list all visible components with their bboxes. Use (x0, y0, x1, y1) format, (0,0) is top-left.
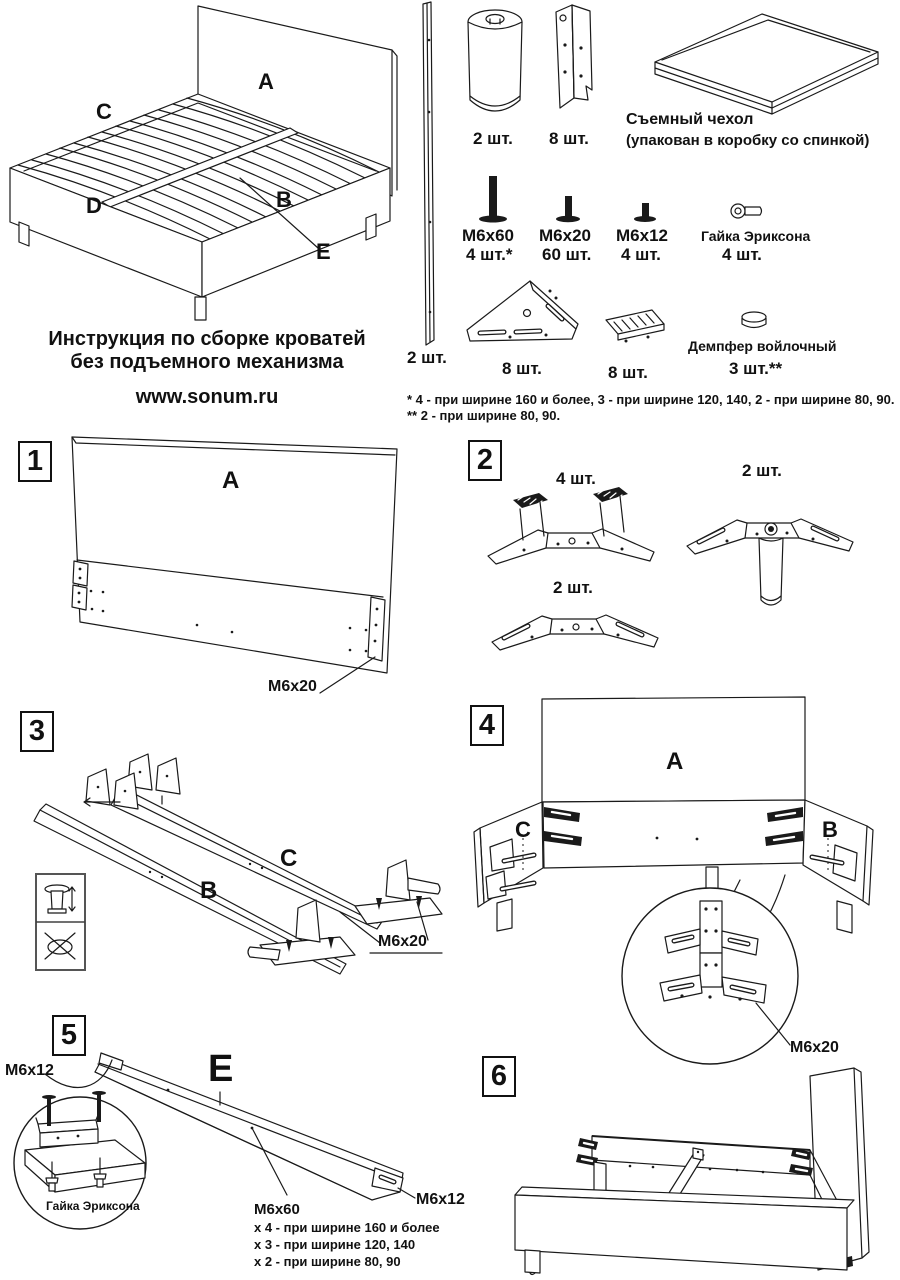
step2-qty-plate: 2 шт. (553, 578, 593, 597)
corner-bracket-icon (556, 5, 592, 108)
bolt-m6x20-icon (556, 196, 580, 222)
long-slat-icon (423, 2, 434, 345)
step2-plate-with-pads-icon (488, 487, 654, 564)
step5-note-1: x 4 - при ширине 160 и более (254, 1220, 440, 1235)
damper-name: Демпфер войлочный (688, 338, 837, 354)
step2-drawing (460, 432, 900, 700)
cover-note: (упакован в коробку со спинкой) (626, 132, 870, 149)
step5-number: 5 (52, 1015, 86, 1056)
bolt-m6x60-name: М6х60 (462, 226, 514, 245)
cover-name: Съемный чехол (626, 111, 754, 128)
step1-bolt-label: M6x20 (268, 678, 317, 695)
step1-label-a: A (222, 467, 240, 494)
parts-panel-drawing (400, 0, 900, 430)
erikson-nut-qty: 4 шт. (722, 245, 762, 264)
bolt-m6x20-name: М6х20 (539, 226, 591, 245)
slat-qty: 2 шт. (407, 348, 447, 367)
corner-bracket-qty: 8 шт. (549, 129, 589, 148)
step5-note-2: x 3 - при ширине 120, 140 (254, 1237, 416, 1252)
step6-front-panel-icon (515, 1187, 854, 1275)
leg-plate-qty: 8 шт. (502, 359, 542, 378)
footnote-2: ** 2 - при ширине 80, 90. (407, 408, 561, 423)
step3-label-c: C (280, 845, 298, 872)
step4-magnifier-circle (622, 888, 798, 1064)
step2-plate-icon (492, 615, 658, 650)
bolt-m6x12-qty: 4 шт. (621, 245, 661, 264)
cover-icon (655, 14, 878, 114)
step4-bolt-label: M6x20 (790, 1039, 839, 1056)
step5-nut-label: Гайка Эриксона (46, 1199, 140, 1213)
step2-number: 2 (468, 440, 502, 481)
bed-overview-drawing (0, 0, 412, 330)
damper-qty: 3 шт.** (729, 359, 783, 378)
step2-qty-pads: 4 шт. (556, 469, 596, 488)
step3-rail-c-icon (111, 754, 442, 929)
leg-qty: 2 шт. (473, 129, 513, 148)
doc-title-line2: без подъемного механизма (70, 351, 344, 373)
step1-number: 1 (18, 441, 52, 482)
step6-number: 6 (482, 1056, 516, 1097)
overview-label-b: B (276, 187, 292, 212)
bolt-m6x12-name: М6х12 (616, 226, 668, 245)
doc-title-line1: Инструкция по сборке кроватей (48, 328, 366, 350)
website: www.sonum.ru (135, 386, 279, 408)
step5-bolt-right-label: M6x12 (416, 1191, 465, 1208)
step6-drawing (460, 1060, 900, 1280)
step2-qty-leg: 2 шт. (742, 461, 782, 480)
step4-number: 4 (470, 705, 504, 746)
step3-inset-box (35, 873, 86, 971)
step5-note-3: x 2 - при ширине 80, 90 (254, 1254, 401, 1269)
pad-qty: 8 шт. (608, 363, 648, 382)
overview-label-c: C (96, 99, 112, 124)
bolt-m6x60-icon (479, 176, 507, 223)
bolt-m6x60-qty: 4 шт.* (466, 245, 513, 264)
step5-note-title: M6x60 (254, 1201, 300, 1218)
bolt-m6x12-icon (634, 203, 656, 222)
bolt-m6x20-qty: 60 шт. (542, 245, 592, 264)
footnote-1: * 4 - при ширине 160 и более, 3 - при ширине 120, 140, 2 - при ширине 80, 90. (407, 392, 895, 407)
step3-bolt-label: M6x20 (378, 933, 427, 950)
step3-number: 3 (20, 711, 54, 752)
step5-label-e: E (208, 1048, 234, 1090)
step4-label-b: B (822, 817, 838, 842)
step5-m6x12-right-leader (398, 1188, 415, 1198)
erikson-nut-icon (731, 204, 762, 218)
step2-plate-with-leg-icon (687, 519, 853, 605)
overview-label-e: E (316, 239, 331, 264)
leg-plate-icon (467, 281, 578, 341)
overview-label-a: A (258, 69, 274, 94)
damper-icon (742, 312, 766, 328)
step4-label-a: A (666, 748, 684, 775)
adjustable-leg-icon (45, 885, 75, 913)
step5-bolt-left-label: M6x12 (5, 1062, 54, 1079)
erikson-nut-name: Гайка Эриксона (701, 228, 811, 244)
pad-icon (606, 310, 664, 343)
step3-label-b: B (200, 877, 218, 904)
step4-label-c: C (515, 817, 531, 842)
overview-label-d: D (86, 193, 102, 218)
cylinder-leg-icon (468, 10, 522, 111)
no-wheel-icon (45, 933, 75, 959)
step4-rail-b-icon (765, 800, 873, 933)
